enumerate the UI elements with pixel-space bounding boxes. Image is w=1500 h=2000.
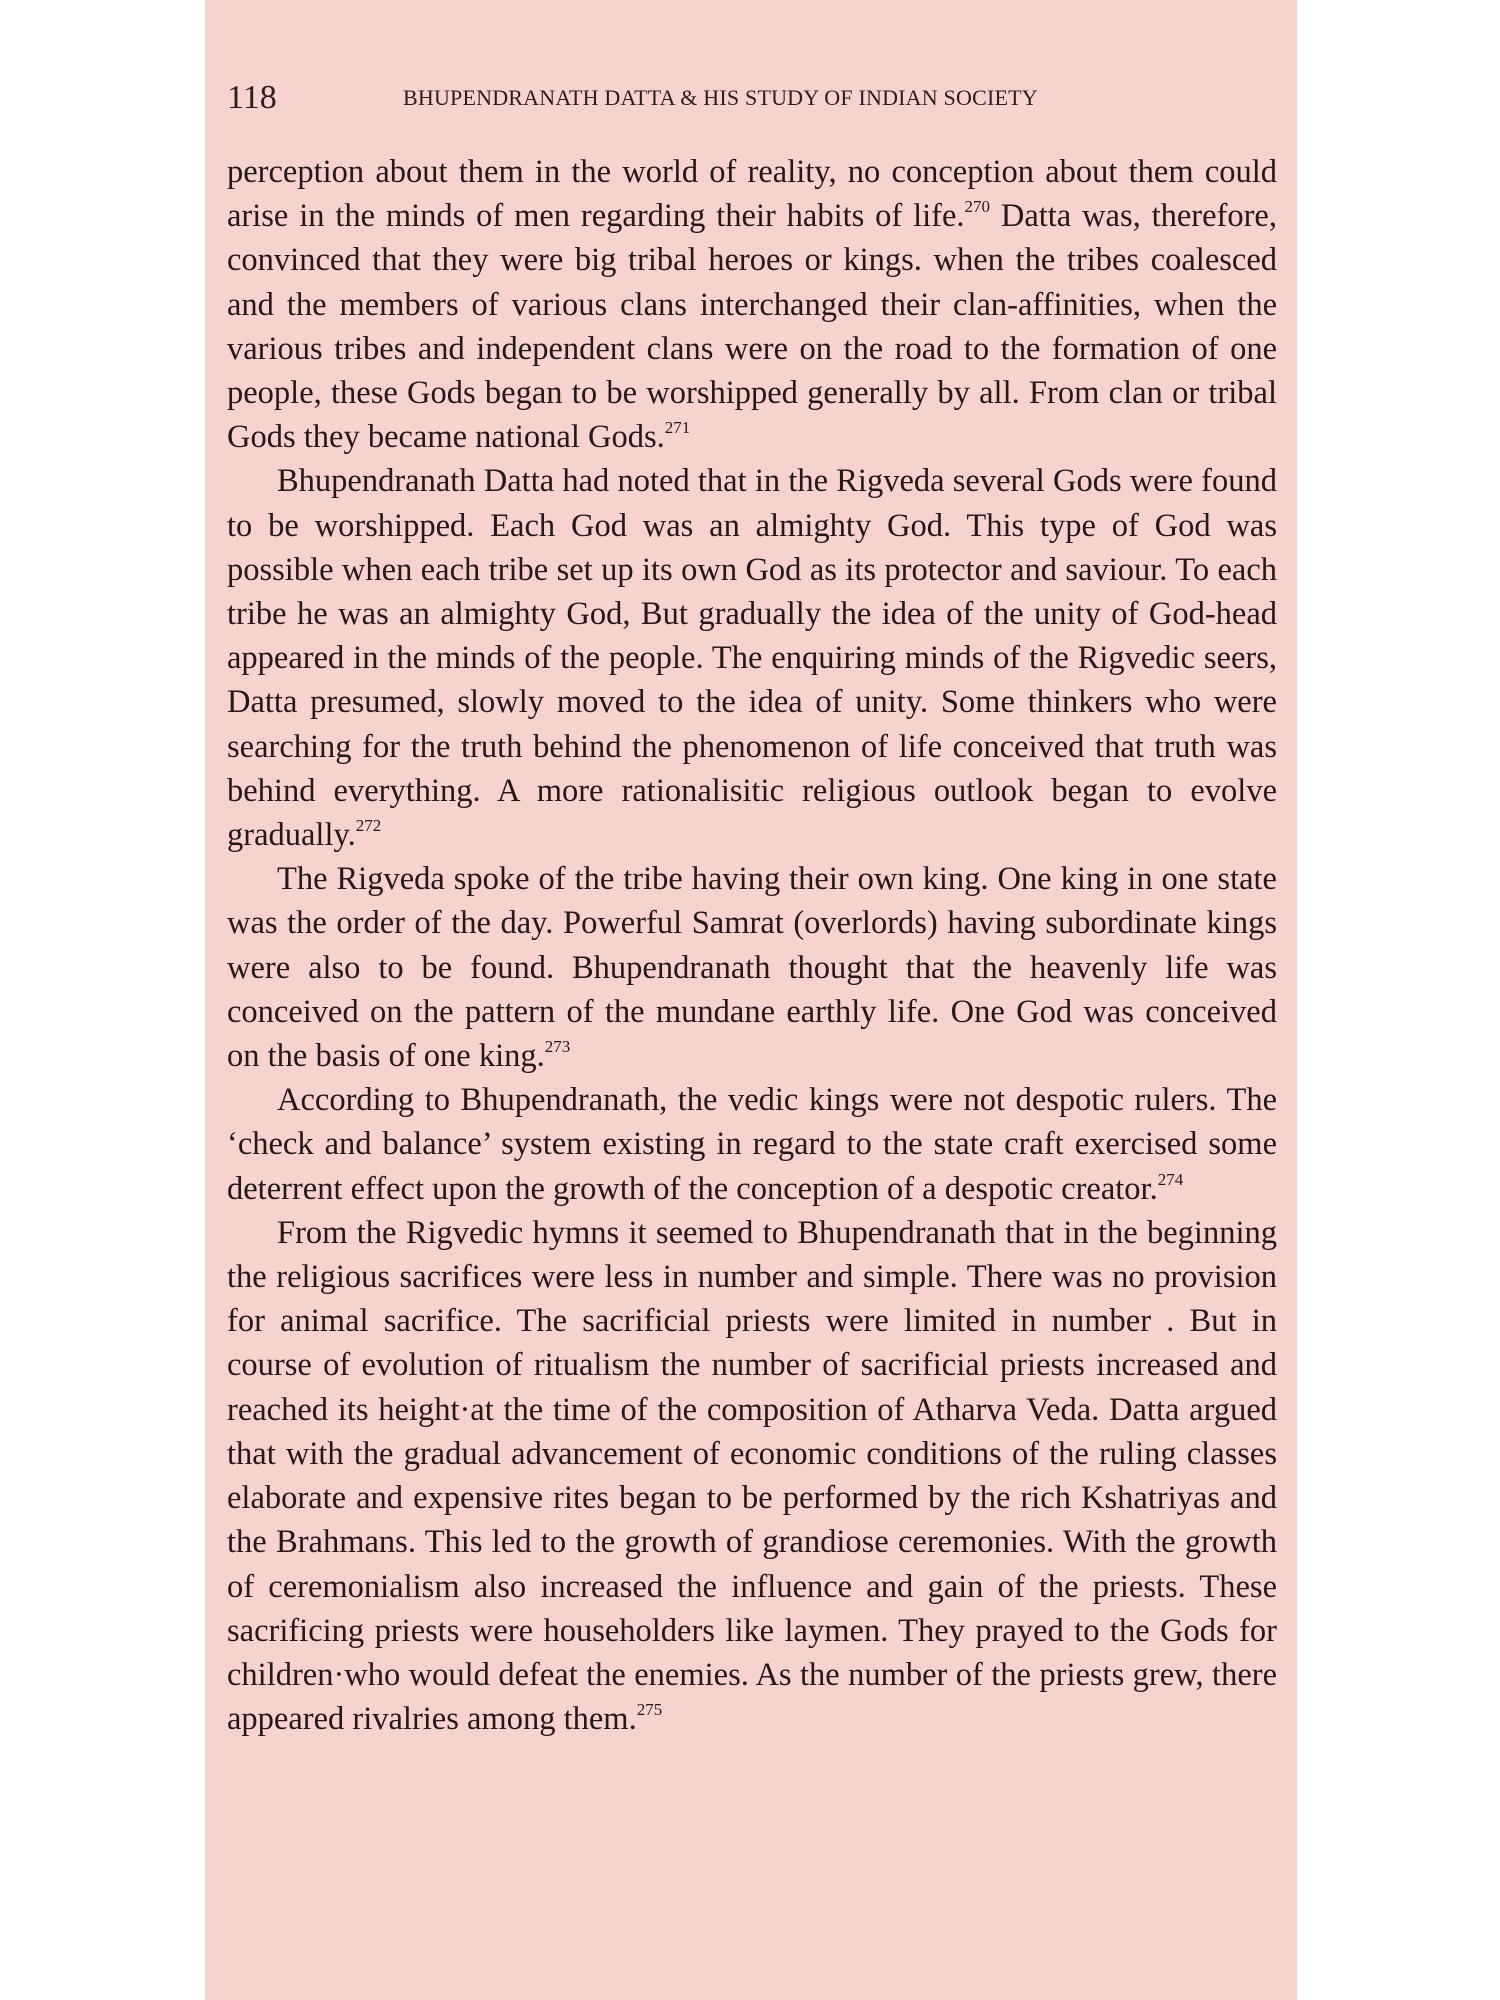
page-number: 118 <box>227 79 277 116</box>
paragraph-text: Bhupendranath Datta had noted that in the Rigveda several Gods were found to be worshipped. Each God was an almighty God. This type of God was possible when each tribe set up its own God as its protector and saviour. To each tribe he was an almighty God, But gradually the idea of the unity of God-head appeared in the minds of the people. The enquiring minds of the Rigvedic seers, Datta presumed, slowly moved to the idea of unity. Some thinkers who were searching for the truth behind the phenomenon of life conceived that truth was behind everything. A more rationalisitic religious outlook began to evolve gradually. <box>227 463 1277 854</box>
paragraph-4 <box>227 1078 1277 1211</box>
paragraph-text: According to Bhupendranath, the vedic kings were not despotic rulers. The ‘check and balance’ system existing in regard to the state craft exercised some deterrent effect upon the growth of the conception of a despotic creator. <box>227 1082 1277 1207</box>
paragraph-text: Datta was, therefore, convinced that they were big tribal heroes or kings. when the tribes coalesced and the members of various clans interchanged their clan-affinities, when the various tribes and independent clans were on the road to the formation of one people, these Gods began to be worshipped generally by all. From clan or tribal Gods they became national Gods. <box>227 198 1277 456</box>
paragraph-text: perception about them in the world of reality, no conception about them could arise in the minds of men regarding their habits of life. <box>227 154 1277 235</box>
body-text <box>227 150 1277 1741</box>
paragraph-5 <box>227 1211 1277 1741</box>
footnote-marker: 275 <box>636 1700 663 1720</box>
footnote-marker: 273 <box>544 1037 571 1057</box>
paragraph-text: The Rigveda spoke of the tribe having their own king. One king in one state was the order of the day. Powerful Samrat (overlords) having subordinate kings were also to be found. Bhupendranath thought that the heavenly life was conceived on the pattern of the mundane earthly life. One God was conceived on the basis of one king. <box>227 861 1277 1075</box>
footnote-marker: 270 <box>964 197 990 217</box>
paragraph-2 <box>227 459 1277 857</box>
page-header <box>227 76 1267 120</box>
footnote-marker: 271 <box>664 418 691 438</box>
paragraph-1 <box>227 150 1277 459</box>
running-head: BHUPENDRANATH DATTA & HIS STUDY OF INDIAN SOCIETY <box>403 85 1038 110</box>
paragraph-text: From the Rigvedic hymns it seemed to Bhupendranath that in the beginning the religious sacrifices were less in number and simple. There was no provision for animal sacrifice. The sacrificial priests were limited in number . But in course of evolution of ritualism the number of sacrificial priests increased and reached its height·at the time of the composition of Atharva Veda. Datta argued that with the gradual advancement of economic conditions of the ruling classes elaborate and expensive rites began to be performed by the rich Kshatriyas and the Brahmans. This led to the growth of grandiose ceremonies. With the growth of ceremonialism also increased the influence and gain of the priests. These sacrificing priests were householders like laymen. They prayed to the Gods for children·who would defeat the enemies. As the number of the priests grew, there appeared rivalries among them. <box>227 1214 1277 1738</box>
footnote-marker: 274 <box>1157 1169 1184 1189</box>
footnote-marker: 272 <box>355 816 382 836</box>
book-page <box>205 0 1297 2000</box>
paragraph-3 <box>227 857 1277 1078</box>
